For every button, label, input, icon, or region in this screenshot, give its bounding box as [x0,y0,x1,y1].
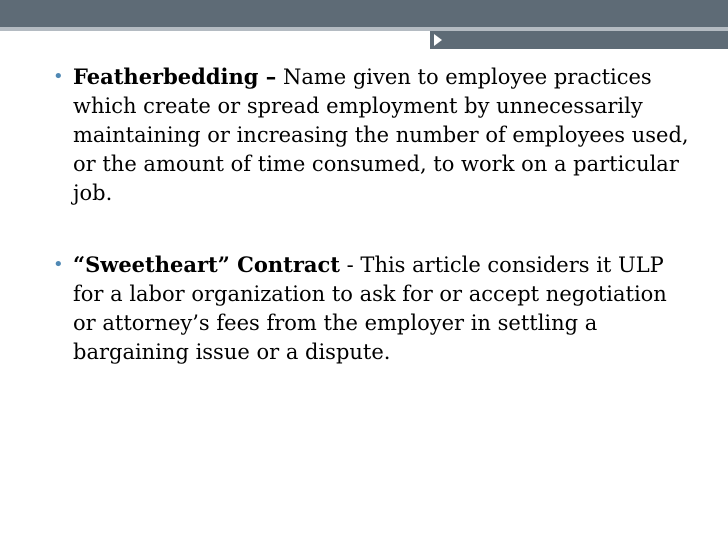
bullet-text: Name given to employee practices which create or spread employment by unnecessarily maintaining or increasing the number of employees used, or the amount of time consumed, to work on a particular job. [73,65,689,205]
triangle-right-icon [434,34,442,46]
bullet-icon: • [53,66,64,87]
bullet-text: - This article considers it ULP for a labor organization to ask for or accept negotiation or attorney’s fees from the employer in settling a bargaining issue or a dispute. [73,253,667,364]
bullet-icon: • [53,254,64,275]
header-dark-stripe [0,0,728,27]
bullet-item-featherbedding [53,62,693,208]
bullet-term: Featherbedding – [73,64,277,89]
bullet-term: “Sweetheart” Contract [73,252,340,277]
bullet-item-sweetheart-contract [53,250,693,367]
slide-header-band [0,0,728,50]
header-tab [430,31,728,49]
slide-body [53,62,693,367]
